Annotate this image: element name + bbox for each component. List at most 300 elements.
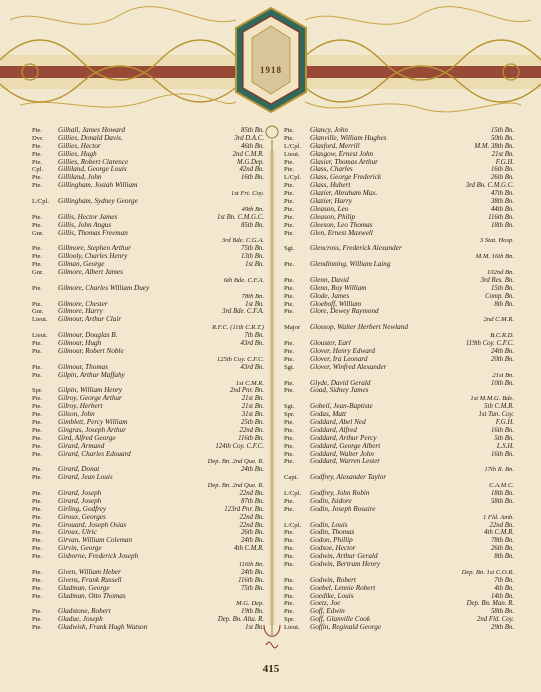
roll-entry [32, 553, 264, 561]
soldier-name: Girard, Charles Edouard [58, 449, 131, 458]
rank: Pte. [32, 142, 43, 150]
soldier-name: Glasford, Merrill [310, 141, 360, 150]
soldier-name: Gird, Alfred George [58, 433, 116, 442]
soldier-name: Girard, Jean Louis [58, 473, 113, 482]
soldier-name: Given, William Heber [58, 567, 121, 576]
rank: Pte. [32, 545, 43, 553]
rank: Pte. [284, 276, 295, 284]
soldier-name: Glen, Ernest Maxwell [310, 228, 373, 237]
unit: 1 Fld. Amb. [482, 513, 514, 521]
rank: Pte. [32, 253, 43, 261]
unit: 125th Coy. C.F.C. [216, 355, 264, 363]
unit: 4th C.M.R. [484, 529, 514, 537]
rank: Pte. [284, 560, 295, 568]
rank: Pte. [284, 576, 295, 584]
soldier-name: Gilson, John [58, 410, 95, 419]
rank: Pte. [32, 174, 43, 182]
soldier-name: Gimblett, Percy William [58, 417, 128, 426]
rank: Pte. [284, 545, 295, 553]
rank: Pte. [32, 127, 43, 134]
soldier-name: Girvin, George [58, 544, 102, 553]
soldier-name: Glover, Winfred Alexander [310, 362, 387, 371]
rank: Pte. [32, 261, 43, 269]
soldier-name: Giroux, Georges [58, 512, 106, 521]
unit: 22nd Bn. [239, 489, 264, 497]
rank: Pte. [32, 592, 43, 600]
rank: Lieut. [284, 624, 300, 632]
soldier-name: Glazier, Abraham Max. [310, 189, 378, 198]
soldier-name: Gilmore, Charles William Duey [58, 283, 150, 292]
rank: Pte. [32, 340, 43, 348]
soldier-name: Godfrey, Alexander Taylor [310, 473, 387, 482]
unit: 44th Bn. [490, 205, 514, 213]
unit: 16th Bn. [490, 450, 514, 458]
rank: L/Cpl. [284, 174, 302, 182]
rank: Sgt. [284, 245, 295, 253]
soldier-name: Gobeil, Jean-Baptiste [310, 402, 373, 411]
soldier-name: Gladman, Otto Thomas [58, 591, 126, 600]
unit: 13th Bn. [240, 253, 264, 261]
unit: 24th Bn. [240, 568, 264, 576]
unit: 3 Stat. Hosp. [479, 237, 514, 245]
unit: 116th Bn. [488, 213, 514, 221]
unit: 2nd Pnr. Bn. [230, 387, 264, 395]
unit: 21st Bn. [241, 395, 264, 403]
unit: 58th Bn. [490, 608, 514, 616]
soldier-name: Gillies, Donald Davis. [58, 133, 123, 142]
roll-entry [284, 458, 514, 466]
soldier-name: Gillmore, Stephen Arthur [58, 244, 131, 253]
soldier-name: Gilliland, John [58, 173, 102, 182]
unit: 75th Bn. [240, 584, 264, 592]
soldier-name: Gleeson, Leo Thomas [310, 220, 373, 229]
rank: Pte. [284, 213, 295, 221]
unit: 14th Bn. [490, 592, 514, 600]
unit: 3rd Bn. C.M.G.C. [465, 182, 514, 190]
roll-entry [284, 506, 514, 514]
unit: 3rd D.A.C. [234, 134, 264, 142]
rank: Pte. [32, 616, 43, 624]
unit: 102nd Bn. [486, 269, 514, 277]
soldier-name: Goddard, George Albert [310, 441, 381, 450]
rank: Pte. [284, 434, 295, 442]
unit: 1st Bn. [245, 624, 264, 632]
unit: 78th Bn. [490, 537, 514, 545]
unit: 24th Bn. [240, 537, 264, 545]
soldier-name: Gingras, Joseph Arthur [58, 425, 126, 434]
unit: 116th Bn. [238, 434, 264, 442]
roll-entry [32, 372, 264, 380]
roll-entry [32, 198, 264, 206]
unit: 29th Bn. [490, 624, 514, 632]
soldier-name: Gisborne, Frederick Joseph [58, 552, 139, 561]
rank: Pte. [32, 474, 43, 482]
unit: 1st C.M.R. [235, 379, 264, 387]
soldier-name: Glenn, David [310, 275, 349, 284]
rank: Lieut. [32, 332, 48, 340]
unit: Dep. Bn. Alta. R. [217, 616, 264, 624]
rank: Pte. [32, 371, 43, 379]
unit: 8th Bn. [494, 553, 514, 561]
unit: 116th Bn. [238, 576, 264, 584]
soldier-name: Gleason, Philip [310, 212, 356, 221]
rank: Major [284, 324, 301, 332]
unit: 3rd Bde. C.G.A. [221, 237, 264, 245]
unit: Dep. Bn. 1st C.O.R. [461, 568, 514, 576]
unit: 21st Bn. [492, 371, 514, 379]
soldier-name: Glazier, Harry [310, 197, 352, 206]
rank: Pte. [32, 521, 43, 529]
soldier-name: Gilmore, Harry [58, 307, 103, 316]
unit: Dep. Bn. 2nd Que. R. [207, 482, 264, 490]
unit: F.G.H. [495, 158, 514, 166]
unit: 4th C.M.R. [234, 545, 264, 553]
rank: L/Cpl. [284, 489, 302, 497]
rank: Pte. [284, 284, 295, 292]
unit: 1st M.M.G. Bde. [470, 395, 514, 403]
rank: Pte. [32, 150, 43, 158]
unit: 21st Bn. [491, 150, 514, 158]
rank: L/Cpl. [32, 198, 50, 206]
unit: 24th Bn. [490, 347, 514, 355]
rank: Pte. [32, 418, 43, 426]
unit: 5th Bn. [494, 434, 514, 442]
soldier-name: Godas, Matt [310, 410, 346, 419]
soldier-name: Girard, Donat [58, 465, 100, 474]
unit: 3rd Bde. C.F.A. [222, 308, 264, 316]
soldier-name: Goddard, Warren Lester [310, 457, 381, 466]
rank: Pte. [284, 553, 295, 561]
rank: Pte. [284, 387, 295, 395]
soldier-name: Godon, Phillip [310, 536, 353, 545]
rank: Pte. [32, 158, 43, 166]
rank: Pte. [284, 458, 295, 466]
rank: Pte. [284, 347, 295, 355]
rank: Pte. [32, 497, 43, 505]
rank: Pte. [32, 513, 43, 521]
unit: 42nd Bn. [239, 166, 264, 174]
soldier-name: Girling, Godfrey [58, 504, 107, 513]
unit: 124th Coy. C.F.C. [215, 442, 264, 450]
rank: Pte. [284, 592, 295, 600]
roll-entry [284, 474, 514, 482]
rank: Pte. [32, 568, 43, 576]
right-column-list [284, 127, 514, 632]
unit: 85th Bn. [240, 221, 264, 229]
soldier-name: Goddard, Alfred [310, 425, 357, 434]
soldier-name: Goff, Glanville Cook [310, 615, 371, 624]
soldier-name: Glasier, Thomas Arthur [310, 157, 378, 166]
roll-entry [284, 324, 514, 332]
soldier-name: Gillies, Hector [58, 141, 101, 150]
unit: 116th Bn. [238, 560, 264, 568]
rank: Pte. [284, 182, 295, 190]
rank: Pte. [32, 624, 43, 632]
rank: Spr. [284, 411, 295, 419]
unit: 22nd Bn. [239, 426, 264, 434]
soldier-name: Gladman, George [58, 583, 110, 592]
center-ornamental-divider [262, 120, 282, 660]
unit: 58th Bn. [490, 497, 514, 505]
soldier-name: Girard, Joseph [58, 496, 102, 505]
unit: 2nd Fld. Coy. [476, 616, 514, 624]
soldier-name: Gladwish, Frank Hugh Watson [58, 623, 148, 632]
soldier-name: Gilmour, Douglas B. [58, 331, 118, 340]
unit: C.A.M.C. [489, 482, 514, 490]
soldier-name: Godwin, Bertram Henry [310, 559, 381, 568]
soldier-name: Gillingham, Josiah William [58, 181, 138, 190]
unit: 26th Bn. [240, 529, 264, 537]
soldier-name: Gilmour, Thomas [58, 362, 108, 371]
rank: Pte. [32, 434, 43, 442]
rank: Sgt. [284, 403, 295, 411]
page-number: 415 [262, 663, 280, 675]
soldier-name: Glossop, Walter Herbert Newland [310, 323, 408, 332]
soldier-name: Gilmore, Albert James [58, 268, 123, 277]
rank: Pte. [284, 497, 295, 505]
soldier-name: Girouard, Joseph Osias [58, 520, 127, 529]
unit: L.S.H. [496, 442, 514, 450]
soldier-name: Gillis, John Angus [58, 220, 112, 229]
roll-entry [284, 561, 514, 569]
soldier-name: Goad, Sidney James [310, 386, 369, 395]
rank: Capt. [284, 474, 299, 482]
unit: 78th Bn. [241, 292, 264, 300]
roll-entry [32, 182, 264, 190]
year-plate: 1918 [260, 65, 282, 75]
rank: Pte. [284, 127, 295, 134]
roll-entry [32, 348, 264, 356]
unit: 85th Bn. [240, 127, 264, 134]
rank: Pte. [32, 363, 43, 371]
rank: Pte. [284, 608, 295, 616]
unit: 2nd C.M.R. [483, 316, 514, 324]
rank: Pte. [284, 221, 295, 229]
unit: 123rd Pnr. Bn. [224, 505, 264, 513]
soldier-name: Gilroy, George Arthur [58, 394, 122, 403]
unit: 1st Bn. [245, 261, 264, 269]
unit: 18th Bn. [490, 221, 514, 229]
soldier-name: Glass, George Frederick [310, 173, 382, 182]
unit: Dep. Bn. 2nd Que. R. [207, 458, 264, 466]
roll-entry [32, 230, 264, 238]
rank: Pte. [284, 340, 295, 348]
unit: 15th Bn. [490, 127, 514, 134]
rank: Pte. [32, 426, 43, 434]
soldier-name: Glendinning, William Laing [310, 260, 391, 269]
unit: 7th Bn. [244, 332, 264, 340]
unit: 24th Bn. [240, 466, 264, 474]
unit: 31st Bn. [241, 411, 264, 419]
soldier-name: Girvan, William Coleman [58, 536, 133, 545]
rank: Pte. [32, 284, 43, 292]
unit: Dep. Bn. Man. R. [466, 600, 514, 608]
rank: Pte. [32, 411, 43, 419]
roll-entry [284, 308, 514, 316]
unit: 46th Bn. [240, 142, 264, 150]
unit: 22nd Bn. [239, 521, 264, 529]
soldier-name: Gloeboff, William [310, 299, 362, 308]
unit: 2nd C.M.R. [232, 150, 264, 158]
soldier-name: Gilroy, Herbert [58, 402, 103, 411]
soldier-name: Gleason, Leo [310, 204, 349, 213]
unit: 10th Bn. [490, 379, 514, 387]
soldier-name: Glancy, John [310, 126, 348, 134]
soldier-name: Glasgow, Ernest John [310, 149, 374, 158]
soldier-name: Glenn, Roy William [310, 283, 367, 292]
roll-entry [32, 624, 264, 632]
soldier-name: Gilman, George [58, 260, 105, 269]
rank: Sgt. [284, 363, 295, 371]
soldier-name: Giroux, Ulric [58, 528, 97, 537]
soldier-name: Godin, Joseph Rosaire [310, 504, 376, 513]
rank: Pte. [32, 245, 43, 253]
unit: 8th Bn. [494, 300, 514, 308]
unit: M.M. 38th Bn. [474, 142, 514, 150]
unit: 22nd Bn. [489, 521, 514, 529]
unit: 25th Bn. [240, 418, 264, 426]
soldier-name: Godfrey, John Robin [310, 488, 370, 497]
unit: 16th Bn. [490, 166, 514, 174]
rank: Pte. [32, 300, 43, 308]
unit: 47th Bn. [490, 190, 514, 198]
rank: Pte. [284, 584, 295, 592]
soldier-name: Gillies, Robert Clarence [58, 157, 129, 166]
unit: 1st Bn. [245, 300, 264, 308]
rank: Spr. [284, 616, 295, 624]
unit: 87th Bn. [240, 497, 264, 505]
rank: Pte. [284, 505, 295, 513]
rank: Pte. [32, 608, 43, 616]
roll-entry [32, 269, 264, 277]
rank: Pte. [32, 537, 43, 545]
rank: L/Cpl. [284, 521, 302, 529]
rank: Pte. [32, 221, 43, 229]
unit: Comp. Bn. [485, 292, 514, 300]
rank: Pte. [284, 292, 295, 300]
unit: 17th R. Bn. [484, 466, 514, 474]
soldier-name: Glencross, Frederick Alexander [310, 244, 402, 253]
rank: Pte. [32, 584, 43, 592]
rank: Pte. [32, 347, 43, 355]
unit: 19th Bn. [240, 608, 264, 616]
rank: Gnr. [32, 229, 44, 237]
soldier-name: Goedike, Louis [310, 591, 354, 600]
unit: 3rd Res. Bn. [480, 276, 514, 284]
soldier-name: Glouster, Earl [310, 339, 351, 348]
soldier-name: Girard, Joseph [58, 488, 102, 497]
soldier-name: Godsoe, Hector [310, 544, 356, 553]
rank: Pte. [284, 379, 295, 387]
unit: 16th Bn. [490, 426, 514, 434]
roll-entry [32, 285, 264, 293]
rank: Pte. [32, 403, 43, 411]
soldier-name: Gillooly, Charles Henry [58, 252, 128, 261]
rank: Pte. [32, 395, 43, 403]
soldier-name: Godwin, Arthur Gerald [310, 552, 378, 561]
rank: Pte. [32, 505, 43, 513]
unit: R.F.C. (11th C.R.T.) [211, 324, 264, 332]
rank: Pte. [32, 182, 43, 190]
roll-entry [284, 230, 514, 238]
rank: Pte. [32, 489, 43, 497]
soldier-name: Gilmour, Arthur Clair [58, 315, 122, 324]
rank: Pte. [284, 442, 295, 450]
roll-entry [284, 624, 514, 632]
unit: 38th Bn. [490, 198, 514, 206]
soldier-name: Gilpin, Arthur Maffahy [58, 370, 125, 379]
unit: 49th Bn. [241, 205, 264, 213]
unit: M.G.Dep. [237, 158, 264, 166]
rank: Lieut. [284, 150, 300, 158]
soldier-name: Gladue, Joseph [58, 615, 103, 624]
unit: 26th Bn. [490, 545, 514, 553]
roll-entry [284, 261, 514, 269]
rank: Pte. [284, 418, 295, 426]
soldier-name: Glode, James [310, 291, 350, 300]
soldier-name: Godwin, Robert [310, 575, 356, 584]
soldier-name: Goff, Edwin [310, 607, 345, 616]
unit: 20th Bn. [490, 355, 514, 363]
soldier-name: Goetz, Joe [310, 599, 341, 608]
rank: Pte. [32, 450, 43, 458]
soldier-name: Godin, Isidore [310, 496, 352, 505]
soldier-name: Glover, Henry Edward [310, 346, 376, 355]
unit: M.M. 16th Bn. [475, 253, 514, 261]
soldier-name: Goebel, Lennie Robert [310, 583, 376, 592]
soldier-name: Glover, Ira Leonard [310, 354, 368, 363]
rank: Pte. [284, 134, 295, 142]
roll-entry [284, 387, 514, 395]
unit: 119th Coy. C.F.C. [465, 340, 514, 348]
rank: Cpl. [32, 166, 44, 174]
rank: Pte. [32, 529, 43, 537]
rank: Pte. [284, 537, 295, 545]
unit: 6th Bde. C.F.A. [223, 276, 264, 284]
unit: 50th Bn. [490, 134, 514, 142]
rank: Pte. [284, 426, 295, 434]
unit: 22nd Bn. [239, 513, 264, 521]
roll-entry [284, 245, 514, 253]
unit: 16th Bn. [240, 174, 264, 182]
rank: Gnr. [32, 308, 44, 316]
soldier-name: Glass, Charles [310, 165, 353, 174]
soldier-name: Goddard, Arthur Percy [310, 433, 377, 442]
roll-entry [32, 593, 264, 601]
rank: L/Cpl. [284, 142, 302, 150]
rank: Pte. [284, 600, 295, 608]
unit: 75th Bn. [240, 245, 264, 253]
rank: Lieut. [32, 316, 48, 324]
soldier-name: Gillies, Hugh [58, 149, 97, 158]
soldier-name: Givens, Frank Russell [58, 575, 122, 584]
soldier-name: Glanville, William Hughes [310, 133, 387, 142]
soldier-name: Gilhall, James Howard [58, 126, 126, 134]
unit: 43rd Bn. [240, 340, 264, 348]
rank: Pte. [284, 450, 295, 458]
soldier-name: Gladstone, Robert [58, 607, 111, 616]
rank: Pte. [284, 261, 295, 269]
soldier-name: Glyde, David Gerald [310, 378, 371, 387]
soldier-name: Godin, Thomas [310, 528, 355, 537]
soldier-name: Goffin, Reginald George [310, 623, 381, 632]
rank: Pte. [284, 229, 295, 237]
soldier-name: Gilmour, Hugh [58, 339, 102, 348]
unit: 1st Tun. Coy. [478, 411, 514, 419]
rank: Gnr. [32, 269, 44, 277]
unit: 1st Frt. Coy. [231, 190, 264, 198]
soldier-name: Goddard, Abel Ned [310, 417, 366, 426]
